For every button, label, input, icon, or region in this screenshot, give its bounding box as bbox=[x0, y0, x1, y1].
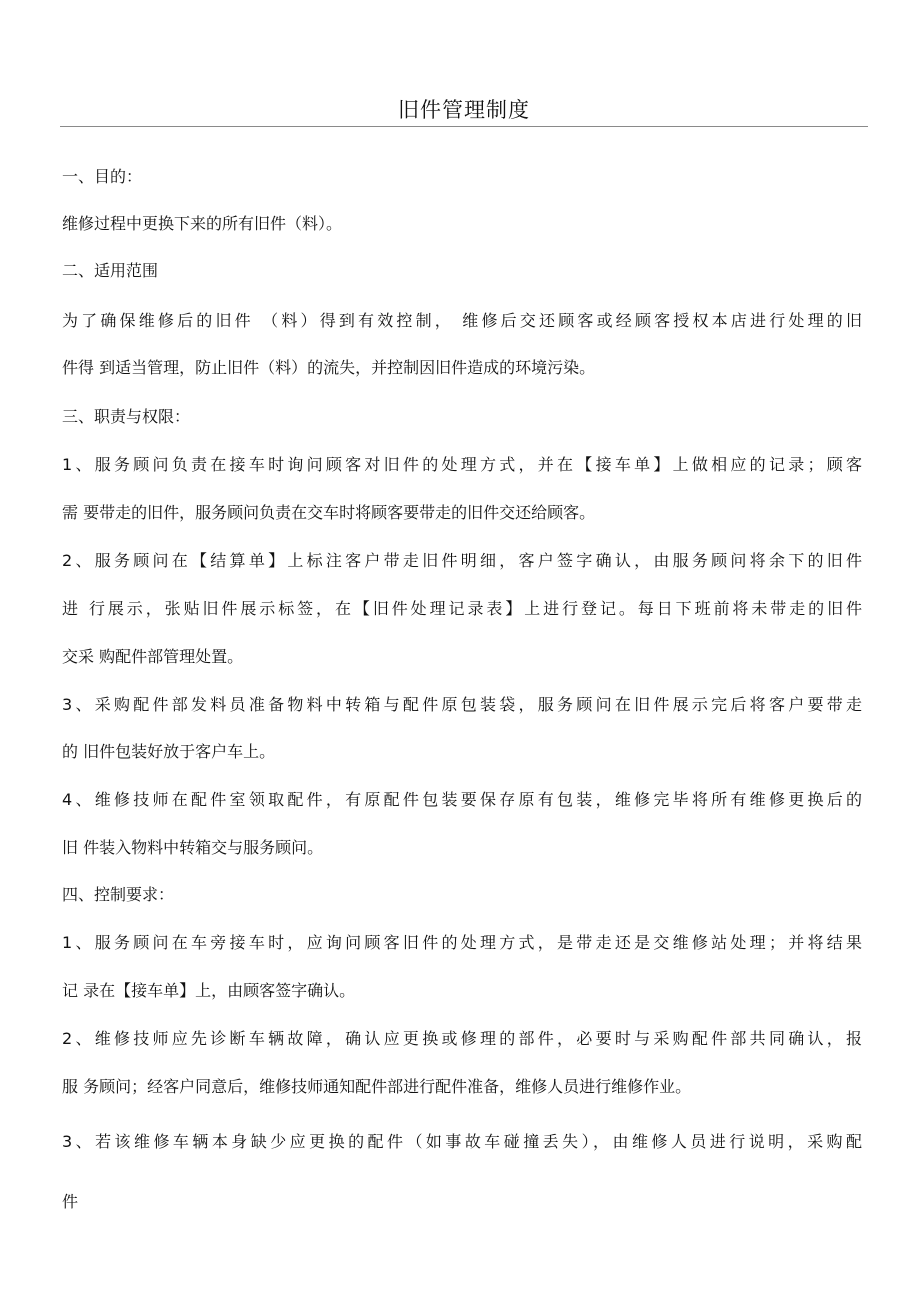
paragraph-line: 交采 购配件部管理处置。 bbox=[62, 647, 244, 666]
paragraph-line: 3、采购配件部发料员准备物料中转箱与配件原包装袋，服务顾问在旧件展示完后将客户要带走 bbox=[62, 695, 862, 714]
section-heading-purpose: 一、目的： bbox=[62, 167, 143, 186]
paragraph-line: 为了确保维修后的旧件 （料）得到有效控制， 维修后交还顾客或经顾客授权本店进行处理的旧 bbox=[62, 311, 862, 330]
section-heading-scope: 二、适用范围 bbox=[62, 261, 159, 280]
paragraph-line: 件 bbox=[62, 1192, 79, 1211]
paragraph-line: 维修过程中更换下来的所有旧件（料）。 bbox=[62, 214, 343, 233]
paragraph-line: 记 录在【接车单】上，由顾客签字确认。 bbox=[62, 981, 356, 1000]
paragraph-line: 4、维修技师在配件室领取配件，有原配件包装要保存原有包装，维修完毕将所有维修更换后的 bbox=[62, 790, 862, 809]
title-divider bbox=[60, 126, 868, 127]
paragraph-line: 进 行展示，张贴旧件展示标签，在【旧件处理记录表】上进行登记。每日下班前将未带走的旧件 bbox=[62, 599, 862, 618]
paragraph-line: 的 旧件包装好放于客户车上。 bbox=[62, 742, 276, 761]
paragraph-line: 3、若该维修车辆本身缺少应更换的配件（如事故车碰撞丢失），由维修人员进行说明，采购配 bbox=[62, 1132, 862, 1151]
document-title: 旧件管理制度 bbox=[398, 98, 530, 122]
paragraph-line: 2、维修技师应先诊断车辆故障，确认应更换或修理的部件，必要时与采购配件部共同确认，报 bbox=[62, 1029, 862, 1048]
paragraph-line: 1、服务顾问在车旁接车时，应询问顾客旧件的处理方式，是带走还是交维修站处理；并将结果 bbox=[62, 933, 862, 952]
paragraph-line: 旧 件装入物料中转箱交与服务顾问。 bbox=[62, 838, 324, 857]
section-heading-responsibilities: 三、职责与权限： bbox=[62, 407, 191, 426]
paragraph-line: 2、服务顾问在【结算单】上标注客户带走旧件明细，客户签字确认，由服务顾问将余下的旧件 bbox=[62, 551, 862, 570]
paragraph-line: 需 要带走的旧件，服务顾问负责在交车时将顾客要带走的旧件交还给顾客。 bbox=[62, 503, 596, 522]
paragraph-line: 1、服务顾问负责在接车时询问顾客对旧件的处理方式，并在【接车单】上做相应的记录；顾客 bbox=[62, 455, 862, 474]
paragraph-line: 件得 到适当管理，防止旧件（料）的流失，并控制因旧件造成的环境污染。 bbox=[62, 358, 596, 377]
section-heading-control-requirements: 四、控制要求： bbox=[62, 885, 175, 904]
paragraph-line: 服 务顾问；经客户同意后，维修技师通知配件部进行配件准备，维修人员进行维修作业。 bbox=[62, 1077, 692, 1096]
